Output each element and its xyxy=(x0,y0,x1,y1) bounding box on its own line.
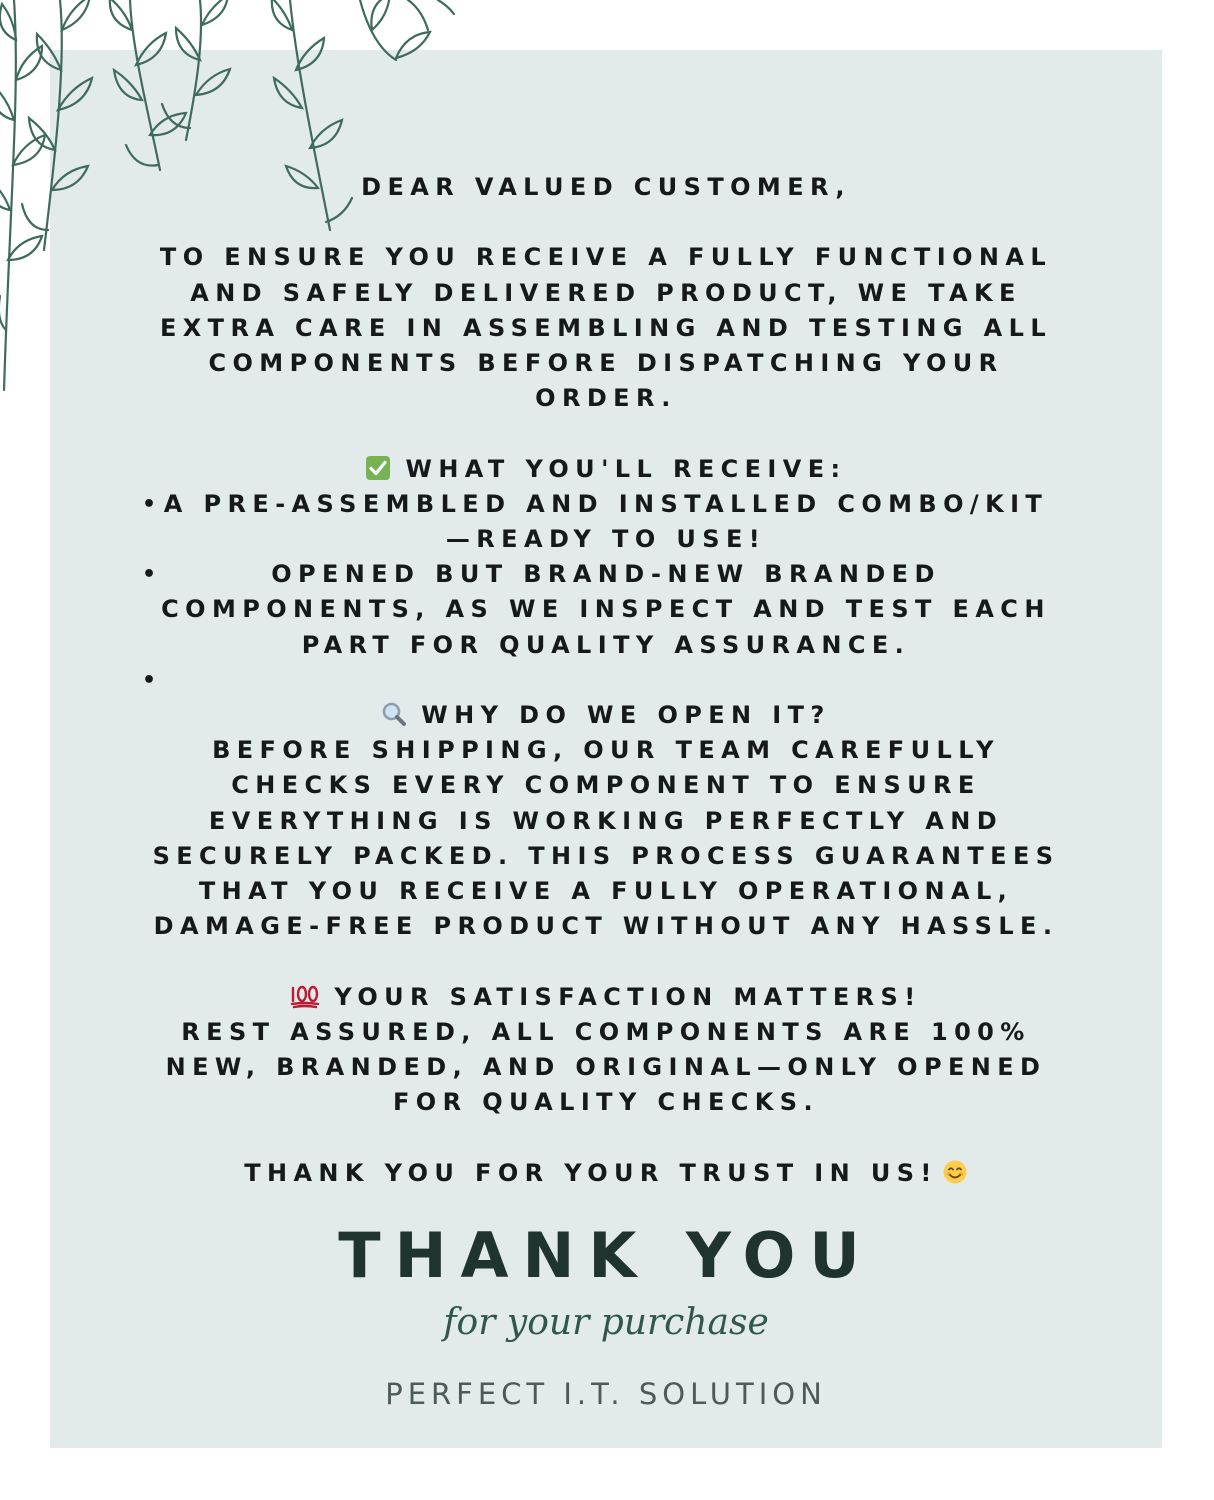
intro-line: COMPONENTS BEFORE DISPATCHING YOUR xyxy=(208,349,1004,377)
intro-line: AND SAFELY DELIVERED PRODUCT, WE TAKE xyxy=(190,278,1022,307)
bullet-line: A PRE-ASSEMBLED AND INSTALLED COMBO/KIT xyxy=(163,489,1049,518)
bullet-dot: • xyxy=(142,491,157,517)
magnifying-glass-icon xyxy=(381,701,407,727)
satisfaction-heading: YOUR SATISFACTION MATTERS! xyxy=(334,982,922,1011)
letter-body xyxy=(50,170,1162,1191)
list-item xyxy=(50,487,1162,522)
why-heading: WHY DO WE OPEN IT? xyxy=(421,701,831,729)
list-item xyxy=(50,663,1162,698)
bullet-dot: • xyxy=(142,562,157,588)
thank-you-heading: THANK YOU xyxy=(338,1219,874,1292)
why-line: BEFORE SHIPPING, OUR TEAM CAREFULLY xyxy=(212,736,1000,765)
why-line: SECURELY PACKED. THIS PROCESS GUARANTEES xyxy=(152,841,1060,870)
satisfaction-heading-row xyxy=(50,980,1162,1015)
bullet-line: —READY TO USE! xyxy=(445,525,767,553)
satisfaction-line: NEW, BRANDED, AND ORIGINAL—ONLY OPENED xyxy=(165,1053,1047,1082)
smiling-face-icon xyxy=(942,1159,968,1185)
receive-heading-row xyxy=(50,452,1162,487)
why-line: DAMAGE-FREE PRODUCT WITHOUT ANY HASSLE. xyxy=(153,912,1059,941)
why-line: THAT YOU RECEIVE A FULLY OPERATIONAL, xyxy=(198,877,1014,906)
bullet-line: OPENED BUT BRAND-NEW BRANDED xyxy=(271,560,941,589)
satisfaction-line: REST ASSURED, ALL COMPONENTS ARE 100% xyxy=(181,1017,1031,1046)
intro-line: ORDER. xyxy=(535,384,677,413)
purchase-script-text: for your purchase xyxy=(443,1302,769,1343)
brand-name: PERFECT I.T. SOLUTION xyxy=(385,1377,827,1411)
check-mark-icon xyxy=(365,455,391,481)
closing-row xyxy=(50,1156,1162,1191)
closing-text: THANK YOU FOR YOUR TRUST IN US! xyxy=(244,1158,938,1187)
why-heading-row xyxy=(50,698,1162,733)
receive-heading: WHAT YOU'LL RECEIVE: xyxy=(405,454,847,483)
hundred-points-icon xyxy=(290,983,320,1009)
greeting: DEAR VALUED CUSTOMER, xyxy=(361,173,851,201)
why-line: EVERYTHING IS WORKING PERFECTLY AND xyxy=(208,806,1004,835)
why-line: CHECKS EVERY COMPONENT TO ENSURE xyxy=(231,771,981,800)
list-item xyxy=(50,557,1162,592)
bullet-line: PART FOR QUALITY ASSURANCE. xyxy=(301,630,911,659)
satisfaction-line: FOR QUALITY CHECKS. xyxy=(393,1088,819,1117)
intro-line: TO ENSURE YOU RECEIVE A FULLY FUNCTIONAL xyxy=(159,243,1053,272)
intro-line: EXTRA CARE IN ASSEMBLING AND TESTING ALL xyxy=(159,313,1053,342)
bullet-line: COMPONENTS, AS WE INSPECT AND TEST EACH xyxy=(161,595,1051,624)
bullet-dot: • xyxy=(142,667,157,693)
